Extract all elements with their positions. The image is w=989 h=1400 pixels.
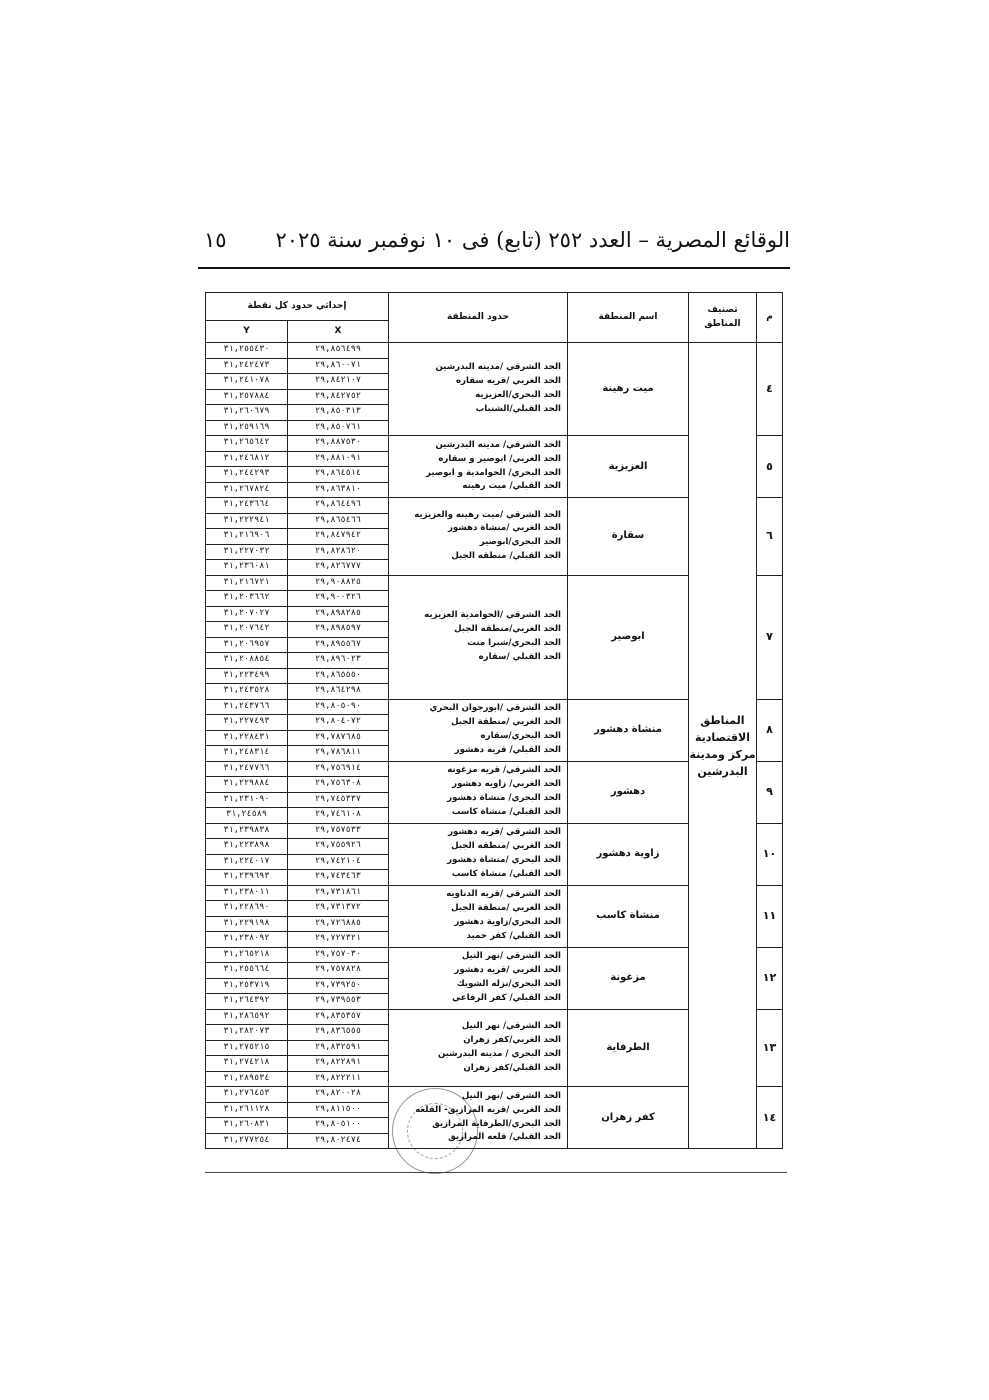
zone-bounds — [389, 947, 568, 1009]
coord-x: ٢٩,٧٨٧٦٨٥ — [288, 730, 389, 746]
coord-x: ٢٩,٨٠٥١٠٠ — [288, 1118, 389, 1134]
bound-line: الحد القبلي/ منطقه الجبل — [451, 551, 561, 562]
coord-y: ٣١,٢٨٩٥٣٤ — [206, 1071, 288, 1087]
coord-y: ٣١,٢٤٤٢٩٣ — [206, 467, 288, 483]
zone-bounds — [389, 699, 568, 761]
bound-line: الحد الغربي/كفر زهران — [463, 1034, 561, 1045]
bound-line: الحد القبلي/الشنباب — [475, 403, 561, 414]
coord-x: ٢٩,٨٥٦٤٩٩ — [288, 343, 389, 359]
bound-line: الحد الغربي /منشاة دهشور — [447, 523, 561, 534]
coord-y: ٣١,٢٤٢٤٧٣ — [206, 358, 288, 374]
coord-x: ٢٩,٧٤٥٣٣٧ — [288, 792, 389, 808]
page-header — [198, 228, 790, 264]
gazette-title: الوقائع المصرية – العدد ٢٥٢ (تابع) فى ١٠ نوفمبر سنة ٢٠٢٥ — [275, 228, 790, 252]
coord-x: ٢٩,٨٣٥٣٥٧ — [288, 1009, 389, 1025]
coord-x: ٢٩,٧٥٧٨٢٨ — [288, 963, 389, 979]
coord-x: ٢٩,٧٢٦٨٨٥ — [288, 916, 389, 932]
row-number: ١٤ — [757, 1087, 783, 1149]
zones-body — [206, 343, 783, 1149]
bound-line: الحد البحري/زاوية دهشور — [454, 917, 561, 927]
coord-y: ٣١,٢٦٥٦٤٢ — [206, 436, 288, 452]
coord-y: ٣١,٢٥٥٤٣٠ — [206, 343, 288, 359]
col-header-x: X — [288, 321, 389, 343]
coord-x: ٢٩,٨٦٤٤٩٦ — [288, 498, 389, 514]
coord-y: ٣١,٢٤٨٣١٤ — [206, 746, 288, 762]
col-header-number: م — [757, 293, 783, 343]
coord-x: ٢٩,٨٢٢٢١١ — [288, 1071, 389, 1087]
table-row — [206, 343, 783, 359]
bound-line: الحد القبلي/ كفر الرفاعي — [452, 992, 561, 1003]
row-number: ٨ — [757, 699, 783, 761]
bound-line: الحد الشرقي /مدينه البدرشين — [435, 362, 561, 373]
bound-line: الحد الشرقي /نهر النيل — [461, 1090, 561, 1101]
coord-x: ٢٩,٨٠٢٤٧٤ — [288, 1133, 389, 1149]
coord-x: ٢٩,٧٥٦٣٠٨ — [288, 777, 389, 793]
coord-x: ٢٩,٨٣٦٥٥٥ — [288, 1025, 389, 1041]
coord-x: ٢٩,٧٥٧٥٣٣ — [288, 823, 389, 839]
coord-x: ٢٩,٧٥٦٩١٤ — [288, 761, 389, 777]
bound-line: الحد الشرقي /قريه الدناويه — [446, 889, 561, 900]
row-number: ١١ — [757, 885, 783, 947]
bound-line: الحد الشرقي /الحوامدية العزيزيه — [424, 610, 561, 621]
zone-classification: المناطق الاقتصادية مركز ومدينة البدرشين — [689, 343, 757, 1149]
bound-line: الحد البحري /منشاة دهشور — [447, 855, 561, 865]
coord-x: ٢٩,٨٨١٠٩١ — [288, 451, 389, 467]
coord-x: ٢٩,٧٣١٣٧٢ — [288, 901, 389, 917]
bound-line: الحد الشرقي /قريه دهشور — [448, 827, 561, 838]
zone-name: مزغونة — [568, 947, 689, 1009]
coord-y: ٣١,٢٣٩٦٩٣ — [206, 870, 288, 886]
coord-y: ٣١,٢٢٨٦٩٠ — [206, 901, 288, 917]
bound-line: الحد الغربي /قريه المرازيق- القلعه — [415, 1104, 561, 1115]
coord-y: ٣١,٢٢٣٨٩٨ — [206, 839, 288, 855]
bound-line: الحد القبلي/ ميت رهينه — [462, 481, 561, 492]
col-header-bounds: حدود المنطقة — [389, 293, 568, 343]
bound-line: الحد القبلي/كفر زهران — [463, 1062, 561, 1073]
coord-x: ٢٩,٨٦٤٥١٤ — [288, 467, 389, 483]
coord-x: ٢٩,٨٠٤٠٧٢ — [288, 715, 389, 731]
coord-y: ٣١,٢٢٩١٩٨ — [206, 916, 288, 932]
coord-y: ٣١,٢٦١١٢٨ — [206, 1102, 288, 1118]
coord-y: ٣١,٢٦٧٨٢٤ — [206, 482, 288, 498]
bound-line: الحد القبلي/ منشاة كاسب — [451, 868, 561, 879]
coord-y: ٣١,٢٥٩١٦٩ — [206, 420, 288, 436]
coord-y: ٣١,٢٣٨٠٩٢ — [206, 932, 288, 948]
coord-x: ٢٩,٧٤٣٤٦٣ — [288, 870, 389, 886]
bound-line: الحد الغربي /منطقة الجبل — [451, 903, 561, 914]
coord-y: ٣١,٢٢٩٨٨٤ — [206, 777, 288, 793]
coord-x: ٢٩,٩٠٠٣٢٦ — [288, 591, 389, 607]
coord-x: ٢٩,٧٢٧٣٢١ — [288, 932, 389, 948]
bound-line: الحد الشرقي/ نهر النيل — [461, 1021, 561, 1032]
bound-line: الحد الشرقي /نهر النيل — [461, 951, 561, 962]
zone-name: زاوية دهشور — [568, 823, 689, 885]
zone-bounds — [389, 436, 568, 498]
row-number: ١٢ — [757, 947, 783, 1009]
coord-y: ٣١,٢٠٣٦٦٢ — [206, 591, 288, 607]
coord-x: ٢٩,٨٥٠٧٦١ — [288, 420, 389, 436]
coord-y: ٣١,٢٧٧٢٥٤ — [206, 1133, 288, 1149]
coord-y: ٣١,٢٦٥٢١٨ — [206, 947, 288, 963]
coord-y: ٣١,٢٤٣٦٦٤ — [206, 498, 288, 514]
row-number: ١٣ — [757, 1009, 783, 1087]
bound-line: الحد القبلي /سقاره — [478, 651, 561, 662]
coord-y: ٣١,٢٤٣٥٢٨ — [206, 684, 288, 700]
coord-x: ٢٩,٨٥٠٣١٣ — [288, 405, 389, 421]
zone-bounds — [389, 761, 568, 823]
coord-x: ٢٩,٨٦٠٠٧١ — [288, 358, 389, 374]
coord-x: ٢٩,٨٦٣٨١٠ — [288, 482, 389, 498]
coord-y: ٣١,٢٠٧٠٢٧ — [206, 606, 288, 622]
coord-y: ٣١,٢٤٧٧٦٦ — [206, 761, 288, 777]
zone-bounds — [389, 823, 568, 885]
row-number: ٤ — [757, 343, 783, 436]
bound-line: الحد البحري/سقاره — [480, 731, 561, 741]
coord-x: ٢٩,٨٩٨٥٩٧ — [288, 622, 389, 638]
coord-y: ٣١,٢٣٩٨٣٨ — [206, 823, 288, 839]
bound-line: الحد البحري / مدينه البدرشين — [437, 1048, 561, 1059]
zone-name: كفر زهران — [568, 1087, 689, 1149]
coord-y: ٣١,٢٥٣٧١٩ — [206, 978, 288, 994]
coord-x: ٢٩,٨٩٥٥٦٧ — [288, 637, 389, 653]
bound-line: الحد البحري/ منشاة دهشور — [447, 793, 561, 803]
bound-line: الحد الشرقي /ميت رهينه والعزيزيه — [414, 509, 561, 520]
zone-name: سقارة — [568, 498, 689, 576]
coord-x: ٢٩,٨٣٢٥٩١ — [288, 1040, 389, 1056]
zone-bounds — [389, 1009, 568, 1087]
coord-y: ٣١,٢١٦٩٠٦ — [206, 529, 288, 545]
zone-name: ميت رهينة — [568, 343, 689, 436]
coord-y: ٣١,٢٢٣٤٩٩ — [206, 668, 288, 684]
coord-x: ٢٩,٨٨٧٥٣٠ — [288, 436, 389, 452]
coord-x: ٢٩,٩٠٨٨٢٥ — [288, 575, 389, 591]
coord-y: ٣١,٢٧٦٤٥٣ — [206, 1087, 288, 1103]
header-rule — [198, 267, 790, 269]
coord-y: ٣١,٢٤٦٨١٢ — [206, 451, 288, 467]
page-number: ١٥ — [204, 228, 227, 252]
zone-bounds — [389, 498, 568, 576]
bound-line: الحد الشرقي /ابورجوان البحري — [429, 703, 561, 714]
bound-line: الحد الشرقي/ مدينه البدرشين — [435, 439, 561, 450]
coord-y: ٣١,٢٢٨٤٣١ — [206, 730, 288, 746]
bound-line: الحد الغربي/ زاويه دهشور — [452, 779, 561, 790]
coord-x: ٢٩,٨٢٦٧٧٧ — [288, 560, 389, 576]
bound-line: الحد البحري/نزله الشويك — [456, 979, 561, 989]
zone-name: الطرفاية — [568, 1009, 689, 1087]
coord-y: ٣١,٢٢٧٠٣٢ — [206, 544, 288, 560]
coord-y: ٣١,٢٤٣٧٦٦ — [206, 699, 288, 715]
coord-x: ٢٩,٨٢٢٨٩١ — [288, 1056, 389, 1072]
coord-y: ٣١,٢٣٨٠١١ — [206, 885, 288, 901]
bound-line: الحد البحري/الطرفاية المرازيق — [432, 1118, 561, 1129]
coord-y: ٣١,٢٣٦٠٨١ — [206, 560, 288, 576]
coord-y: ٣١,٢٠٨٨٥٤ — [206, 653, 288, 669]
row-number: ١٠ — [757, 823, 783, 885]
row-number: ٦ — [757, 498, 783, 576]
coord-x: ٢٩,٨٤٧٩٤٢ — [288, 529, 389, 545]
coord-x: ٢٩,٨٦٥٤٦٦ — [288, 513, 389, 529]
col-header-zone-name: اسم المنطقة — [568, 293, 689, 343]
coord-y: ٣١,٢٧٥٢١٥ — [206, 1040, 288, 1056]
bound-line: الحد القبلي/ كفر حميد — [466, 930, 561, 941]
zone-name: دهشور — [568, 761, 689, 823]
coord-x: ٢٩,٧٥٧٠٣٠ — [288, 947, 389, 963]
coord-x: ٢٩,٧٣٩٥٥٣ — [288, 994, 389, 1010]
bound-line: الحد الغربي /قريه سقاره — [455, 376, 561, 387]
col-header-coordinates: إحداثي حدود كل نقطة — [206, 293, 389, 321]
zone-name: العزيزية — [568, 436, 689, 498]
coord-x: ٢٩,٧٣١٨٦١ — [288, 885, 389, 901]
coord-x: ٢٩,٧٣٩٢٥٠ — [288, 978, 389, 994]
zone-bounds — [389, 885, 568, 947]
coord-x: ٢٩,٧٤٢١٠٤ — [288, 854, 389, 870]
coord-y: ٣١,٢٨٦٥٩٢ — [206, 1009, 288, 1025]
coord-y: ٣١,٢٥٥٦٦٤ — [206, 963, 288, 979]
bound-line: الحد الغربي /منطقة الجبل — [451, 717, 561, 728]
bound-line: الحد الغربي/منطقه الجبل — [454, 624, 561, 635]
coord-x: ٢٩,٨٢٠٠٢٨ — [288, 1087, 389, 1103]
coord-y: ٣١,٢٥٧٨٨٤ — [206, 389, 288, 405]
col-header-y: Y — [206, 321, 288, 343]
coord-y: ٣١,٢٦٠٦٧٩ — [206, 405, 288, 421]
coord-y: ٣١,٢٢٤٠١٧ — [206, 854, 288, 870]
col-header-classification: تصنيف المناطق — [689, 293, 757, 343]
coord-x: ٢٩,٨٦٥٥٥٠ — [288, 668, 389, 684]
bound-line: الحد الغربي /قريه دهشور — [454, 965, 561, 976]
row-number: ٩ — [757, 761, 783, 823]
coord-y: ٣١,٢٤٥٨٩ — [206, 808, 288, 824]
bound-line: الحد الغربي/ ابوصير و سقاره — [438, 453, 561, 464]
coord-x: ٢٩,٧٨٦٨١١ — [288, 746, 389, 762]
bound-line: الحد الشرقي/ قريه مزغونه — [447, 765, 561, 776]
coord-x: ٢٩,٨٢٨٦٢٠ — [288, 544, 389, 560]
coord-y: ٣١,٢٦٤٣٩٢ — [206, 994, 288, 1010]
row-number: ٥ — [757, 436, 783, 498]
coord-y: ٣١,٢٠٦٩٥٧ — [206, 637, 288, 653]
bound-line: الحد القبلي/ قريه دهشور — [454, 744, 561, 755]
bound-line: الحد البحري/شبرا منت — [467, 638, 561, 648]
coord-x: ٢٩,٨٠٥٠٩٠ — [288, 699, 389, 715]
coord-x: ٢٩,٧٥٥٩٢٦ — [288, 839, 389, 855]
official-seal — [392, 1088, 478, 1174]
coord-y: ٣١,٢٦٠٨٣١ — [206, 1118, 288, 1134]
coord-y: ٣١,٢١٦٧٢١ — [206, 575, 288, 591]
bound-line: الحد البحري/ الحوامدية و ابوصير — [425, 467, 561, 478]
bound-line: الحد القبلي/ قلعه المرازيق — [448, 1132, 561, 1143]
coord-y: ٣١,٢٢٢٩٤١ — [206, 513, 288, 529]
coord-x: ٢٩,٧٤٦١٠٨ — [288, 808, 389, 824]
bound-line: الحد البحري/العزيزيه — [475, 390, 561, 400]
row-number: ٧ — [757, 575, 783, 699]
zone-name: منشاة كاسب — [568, 885, 689, 947]
coord-y: ٣١,٢٨٢٠٧٣ — [206, 1025, 288, 1041]
coord-x: ٢٩,٨٤٢١٠٧ — [288, 374, 389, 390]
coord-y: ٣١,٢٧٤٢١٨ — [206, 1056, 288, 1072]
coord-x: ٢٩,٨٩٨٢٨٥ — [288, 606, 389, 622]
bound-line: الحد الغربي /منطقه الجبل — [451, 841, 561, 852]
coord-x: ٢٩,٨٦٤٢٩٨ — [288, 684, 389, 700]
coord-y: ٣١,٢٢٧٤٩٣ — [206, 715, 288, 731]
bottom-rule — [205, 1172, 787, 1173]
coord-x: ٢٩,٨١١٥٠٠ — [288, 1102, 389, 1118]
zone-name: منشاة دهشور — [568, 699, 689, 761]
coord-y: ٣١,٢٣١٠٩٠ — [206, 792, 288, 808]
bound-line: الحد القبلي/ منشاة كاسب — [451, 806, 561, 817]
coord-x: ٢٩,٨٤٢٧٥٢ — [288, 389, 389, 405]
zone-bounds — [389, 343, 568, 436]
zones-table — [205, 292, 783, 1149]
coord-x: ٢٩,٨٩٦٠٢٣ — [288, 653, 389, 669]
coord-y: ٣١,٢٤١٠٧٨ — [206, 374, 288, 390]
coord-y: ٣١,٢٠٧٦٤٢ — [206, 622, 288, 638]
bound-line: الحد البحري/ابوصير — [479, 537, 561, 548]
zone-bounds — [389, 575, 568, 699]
zone-name: ابوصير — [568, 575, 689, 699]
